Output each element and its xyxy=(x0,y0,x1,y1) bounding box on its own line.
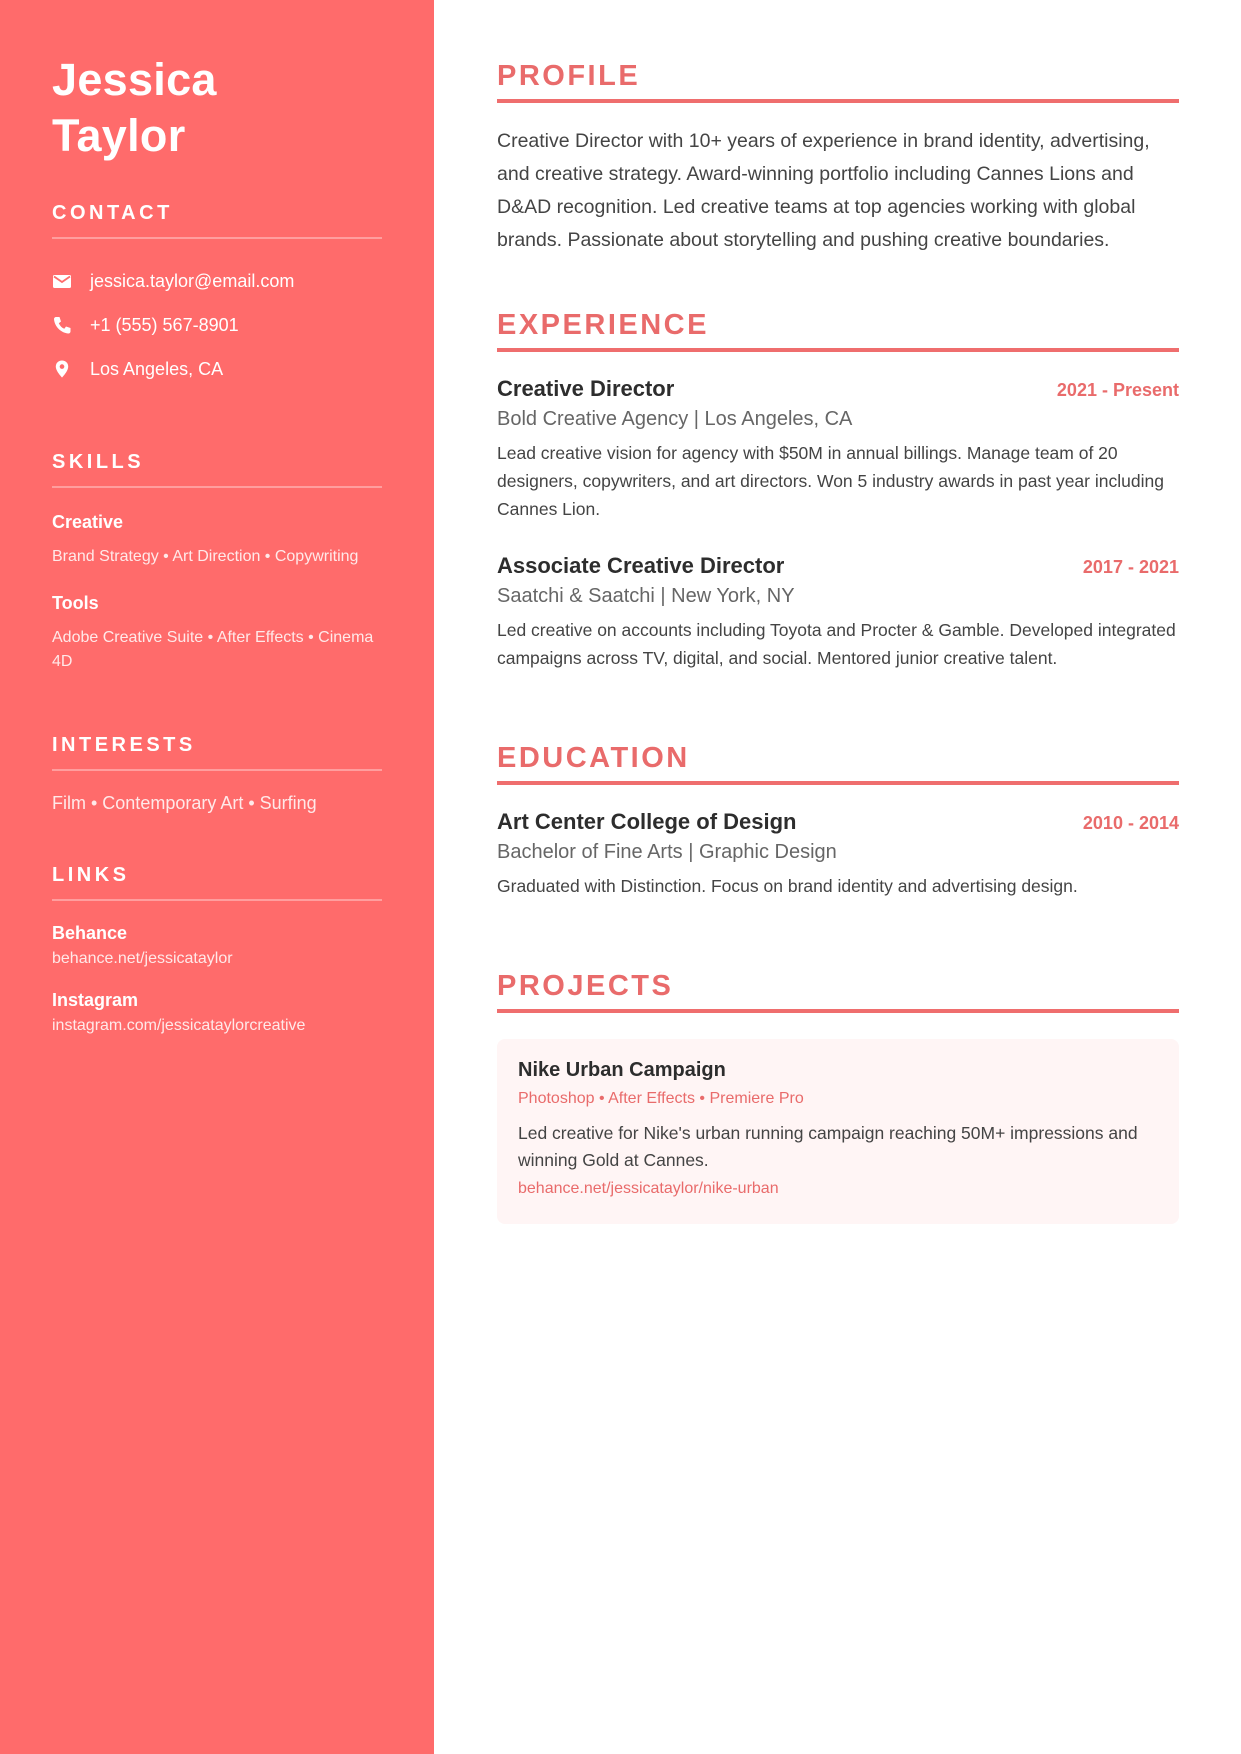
link-url-behance[interactable]: behance.net/jessicataylor xyxy=(52,950,233,967)
link-title-instagram: Instagram xyxy=(52,990,139,1010)
project-description: Led creative for Nike's urban running campaign reaching 50M+ impressions and winning Gold at Cannes. xyxy=(518,1123,1138,1170)
experience-entry xyxy=(497,376,1179,523)
skill-group-title: Creative xyxy=(52,512,124,532)
project-card xyxy=(497,1039,1179,1224)
main-content xyxy=(434,0,1241,1754)
projects-section xyxy=(497,970,1179,1224)
job-company: Saatchi & Saatchi | New York, NY xyxy=(497,585,795,607)
email-link[interactable]: jessica.taylor@email.com xyxy=(90,270,295,291)
school-date: 2010 - 2014 xyxy=(1082,813,1179,833)
education-description: Graduated with Distinction. Focus on brand identity and advertising design. xyxy=(497,876,1078,896)
job-date: 2017 - 2021 xyxy=(1082,557,1179,577)
link-title-behance: Behance xyxy=(52,923,128,943)
map-pin-icon xyxy=(52,359,72,379)
job-date: 2021 - Present xyxy=(1056,380,1179,400)
job-description: Led creative on accounts including Toyota and Procter & Gamble. Developed integrated campaigns across TV, digital, and social. Mentored junior creative talent. xyxy=(497,620,1176,668)
experience-heading: EXPERIENCE xyxy=(497,309,1179,352)
job-title: Creative Director xyxy=(497,376,675,401)
contact-heading: CONTACT xyxy=(52,202,382,239)
experience-section xyxy=(497,309,1179,672)
degree: Bachelor of Fine Arts | Graphic Design xyxy=(497,841,837,863)
skills-section xyxy=(52,451,382,674)
profile-section xyxy=(497,60,1179,257)
last-name: Taylor xyxy=(52,110,186,161)
skill-group-items: Brand Strategy • Art Direction • Copywriting xyxy=(52,548,359,565)
location-text: Los Angeles, CA xyxy=(90,358,224,379)
first-name: Jessica xyxy=(52,54,217,105)
school-name: Art Center College of Design xyxy=(497,809,797,834)
contact-list xyxy=(52,259,382,391)
contact-section xyxy=(52,202,382,391)
link-url-instagram[interactable]: instagram.com/jessicataylorcreative xyxy=(52,1017,306,1034)
links-heading: LINKS xyxy=(52,864,382,901)
education-heading: EDUCATION xyxy=(497,742,1179,785)
education-entry xyxy=(497,809,1179,900)
contact-location xyxy=(52,347,382,391)
skill-group-items: Adobe Creative Suite • After Effects • Cinema 4D xyxy=(52,629,374,670)
project-link[interactable]: behance.net/jessicataylor/nike-urban xyxy=(518,1180,779,1197)
phone-text: +1 (555) 567-8901 xyxy=(90,314,239,335)
project-tech: Photoshop • After Effects • Premiere Pro xyxy=(518,1090,804,1107)
contact-phone xyxy=(52,303,382,347)
experience-entry xyxy=(497,553,1179,672)
skill-group-title: Tools xyxy=(52,593,99,613)
interests-heading: INTERESTS xyxy=(52,734,382,771)
skills-heading: SKILLS xyxy=(52,451,382,488)
job-title: Associate Creative Director xyxy=(497,553,785,578)
links-section xyxy=(52,864,382,1035)
sidebar xyxy=(0,0,434,1754)
profile-heading: PROFILE xyxy=(497,60,1179,103)
candidate-name xyxy=(52,52,382,164)
envelope-icon xyxy=(52,271,72,291)
contact-email xyxy=(52,259,382,303)
projects-heading: PROJECTS xyxy=(497,970,1179,1013)
job-company: Bold Creative Agency | Los Angeles, CA xyxy=(497,408,853,430)
job-description: Lead creative vision for agency with $50M in annual billings. Manage team of 20 designers, copywriters, and art directors. Won 5 industry awards in past year including Cannes Lion. xyxy=(497,443,1164,519)
education-section xyxy=(497,742,1179,900)
project-title: Nike Urban Campaign xyxy=(518,1059,726,1081)
interests-text: Film • Contemporary Art • Surfing xyxy=(52,793,317,813)
profile-text: Creative Director with 10+ years of experience in brand identity, advertising, and creative strategy. Award-winning portfolio including Cannes Lions and D&AD recognition. Led creative teams at top agencies working with global brands. Passionate about storytelling and pushing creative boundaries. xyxy=(497,130,1150,251)
phone-icon xyxy=(52,315,72,335)
interests-section xyxy=(52,734,382,814)
